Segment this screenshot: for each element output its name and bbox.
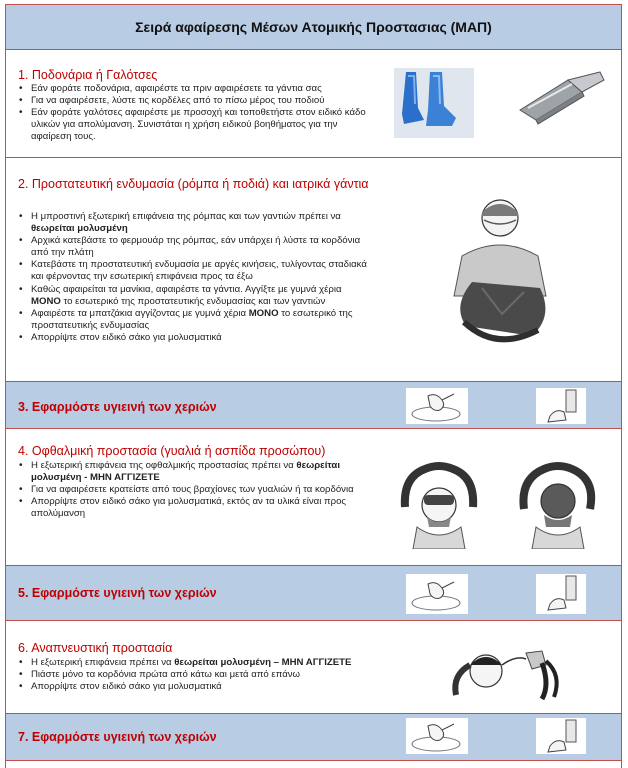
section-list bbox=[16, 83, 374, 143]
section-3-hand-hygiene bbox=[6, 382, 621, 428]
respirator-removal-image bbox=[446, 635, 586, 705]
gown-removal-image bbox=[442, 196, 562, 354]
hand-sanitizer-icon bbox=[536, 574, 586, 614]
section-heading: 5. Εφαρμόστε υγιεινή των χεριών bbox=[18, 586, 217, 600]
list-item: • Εάν φοράτε ποδονάρια, αφαιρέστε τα πριν αφαιρέσετε τα γάντια σας bbox=[16, 83, 374, 95]
section-list bbox=[16, 211, 374, 344]
section-6-respiratory-protection bbox=[6, 621, 621, 713]
list-item: • Απορρίψτε στον ειδικό σάκο για μολυσματικά bbox=[16, 332, 374, 344]
section-heading: 7. Εφαρμόστε υγιεινή των χεριών bbox=[18, 730, 217, 744]
list-item: • Αφαιρέστε τα μπατζάκια αγγίζοντας με γυμνά χέρια ΜΟΝΟ το εσωτερικό της προστατευτικής ενδυμασίας bbox=[16, 308, 374, 332]
document-title: Σειρά αφαίρεσης Μέσων Ατομικής Προστασιας (ΜΑΠ) bbox=[6, 5, 621, 49]
list-item: • Πιάστε μόνο τα κορδόνια πρώτα από κάτω και μετά από επάνω bbox=[16, 669, 374, 681]
section-heading: 4. Οφθαλμική προστασία (γυαλιά ή ασπίδα προσώπου) bbox=[18, 444, 326, 458]
section-2-gown-gloves bbox=[6, 158, 621, 381]
section-heading: 2. Προστατευτική ενδυμασία (ρόμπα ή ποδιά) και ιατρικά γάντια bbox=[18, 177, 369, 191]
section-list bbox=[16, 460, 374, 520]
hand-sanitizer-icon bbox=[536, 388, 586, 424]
goggles-removal-front-image bbox=[399, 457, 479, 549]
hand-washing-icon bbox=[406, 574, 468, 614]
list-item: • Καθώς αφαιρείται τα μανίκια, αφαιρέστε τα γάντια. Αγγίξτε με γυμνά χέρια ΜΟΝΟ το εσωτερικό της προστατευτικής ενδυμασίας και των γαντιών bbox=[16, 284, 374, 308]
list-item: • Εάν φοράτε γαλότσες αφαιρέστε με προσοχή και τοποθετήστε στον ειδικό κάδο υλικών για απολύμανση. Συνιστάται η χρήση ειδικού βοηθήματος για την αφαίρεση τους. bbox=[16, 107, 374, 143]
list-item: • Η εξωτερική επιφάνεια πρέπει να θεωρείται μολυσμένη – ΜΗΝ ΑΓΓΙΖΕΤΕ bbox=[16, 657, 374, 669]
list-item: • Η μπροστινή εξωτερική επιφάνεια της ρόμπας και των γαντιών πρέπει να θεωρείται μολυσμένη bbox=[16, 211, 374, 235]
divider bbox=[6, 760, 621, 761]
list-item: • Απορρίψτε στον ειδικό σάκο για μολυσματικά bbox=[16, 681, 374, 693]
section-1-shoe-covers bbox=[6, 50, 621, 157]
list-item: • Για να αφαιρέσετε, λύστε τις κορδέλες από το πίσω μέρος του ποδιού bbox=[16, 95, 374, 107]
goggles-removal-back-image bbox=[516, 457, 598, 549]
section-7-hand-hygiene bbox=[6, 714, 621, 760]
section-heading: 3. Εφαρμόστε υγιεινή των χεριών bbox=[18, 400, 217, 414]
section-list bbox=[16, 657, 374, 693]
shoe-covers-image bbox=[394, 68, 474, 138]
list-item: • Για να αφαιρέσετε κρατείστε από τους βραχίονες των γυαλιών ή τα κορδόνια bbox=[16, 484, 374, 496]
hand-washing-icon bbox=[406, 388, 468, 424]
section-5-hand-hygiene bbox=[6, 566, 621, 620]
list-item: • Απορρίψτε στον ειδικό σάκο για μολυσματικά, εκτός αν τα υλικά είναι προς απολύμανση bbox=[16, 496, 374, 520]
list-item: • Αρχικά κατεβάστε το φερμουάρ της ρόμπας, εάν υπάρχει ή λύστε τα κορδόνια από την πλάτη bbox=[16, 235, 374, 259]
section-heading: 6. Αναπνευστική προστασία bbox=[18, 641, 173, 655]
list-item: • Η εξωτερική επιφάνεια της οφθαλμικής προστασίας πρέπει να θεωρείται μολυσμένη - ΜΗΝ ΑΓΓΙΖΕΤΕ bbox=[16, 460, 374, 484]
hand-sanitizer-icon bbox=[536, 718, 586, 754]
section-4-eye-protection bbox=[6, 429, 621, 565]
section-heading: 1. Ποδονάρια ή Γαλότσες bbox=[18, 68, 158, 82]
list-item: • Κατεβάστε τη προστατευτική ενδυμασία με αργές κινήσεις, τυλίγοντας σταδιακά και φέρνοντας την εσωτερική επιφάνεια προς τα έξω bbox=[16, 259, 374, 283]
hand-washing-icon bbox=[406, 718, 468, 754]
boot-remover-image bbox=[514, 66, 610, 126]
